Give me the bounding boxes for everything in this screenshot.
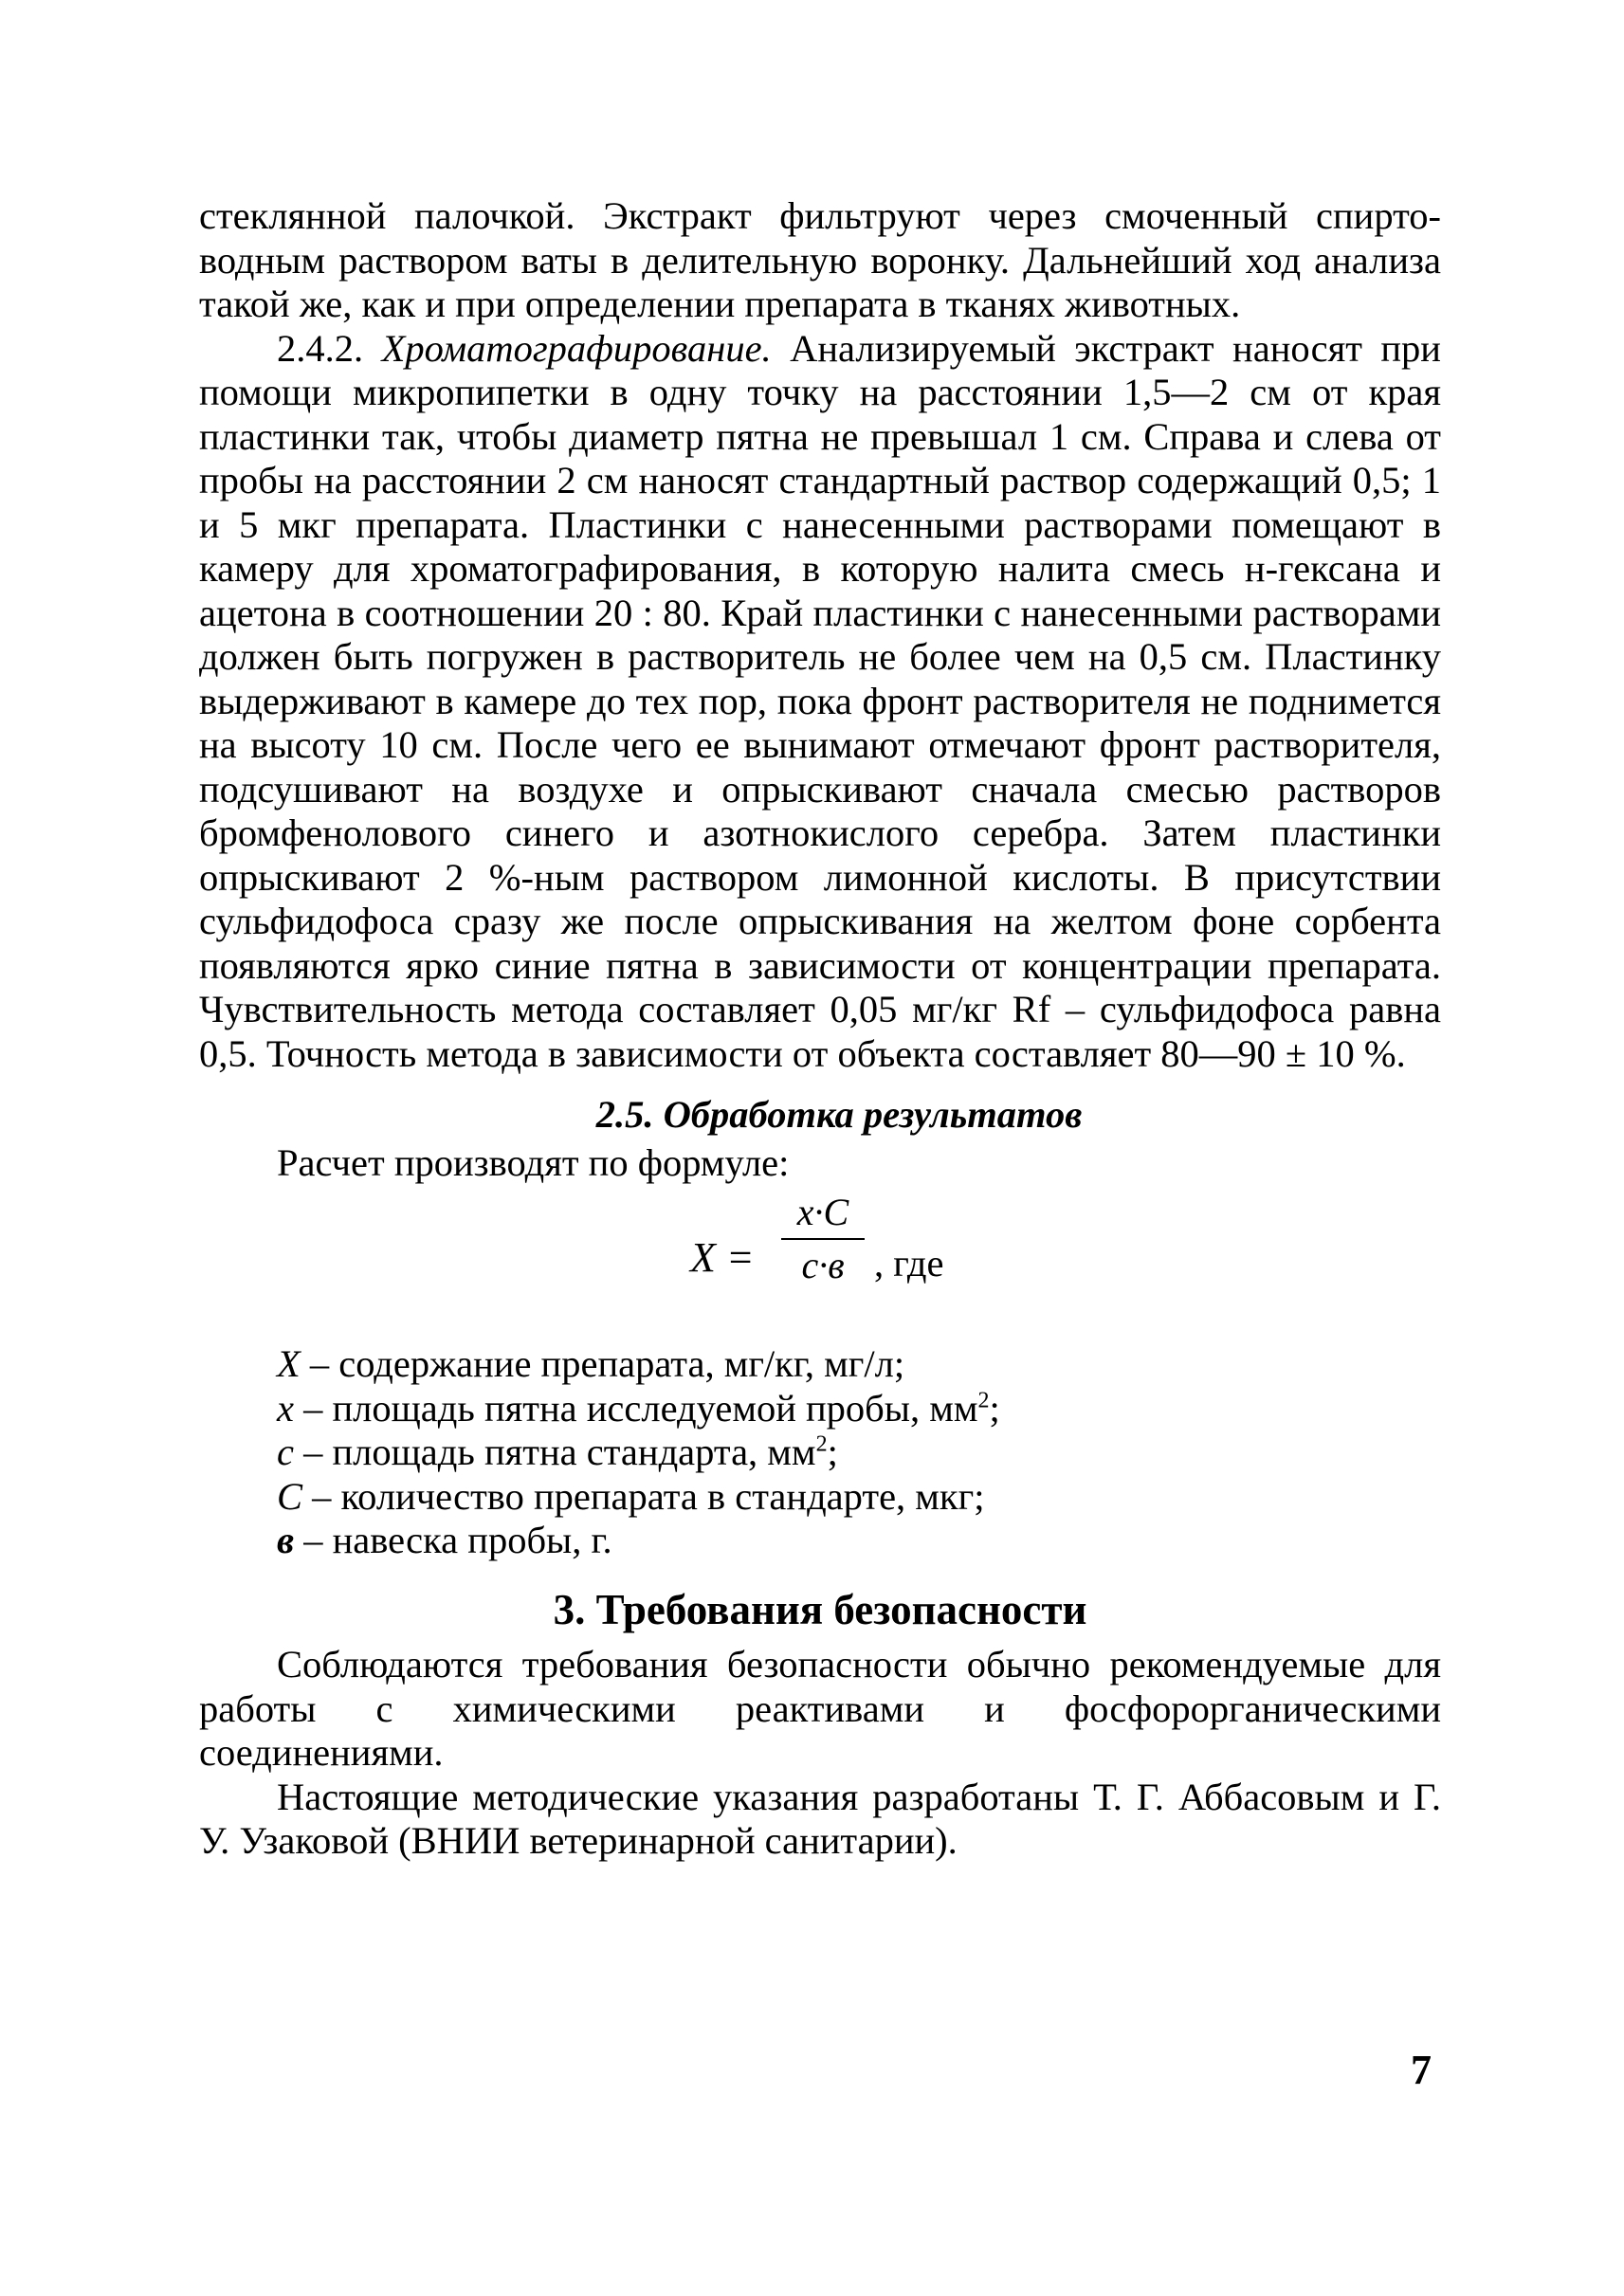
definition-text: – навеска пробы, г. <box>294 1519 612 1561</box>
safety-heading: 3. Требования безопасности <box>553 1585 1087 1633</box>
definition-c <box>199 1430 1441 1475</box>
definition-text: – количество препарата в стандарте, мкг; <box>302 1474 985 1518</box>
definition-symbol: c <box>277 1430 294 1473</box>
definition-C <box>199 1475 1441 1520</box>
definition-X <box>199 1342 1441 1387</box>
definition-symbol: C <box>277 1474 303 1518</box>
paragraph-continuation: стеклянной палочкой. Экстракт фильтруют через смоченный спиртоводным раствором ваты в делительную воронку. Дальнейший ход анализа такой же, как и при определении препарата в тканях животных. <box>199 194 1441 325</box>
formula <box>199 1187 1441 1339</box>
page-number: 7 <box>1411 2047 1432 2093</box>
definition-v <box>199 1519 1441 1563</box>
formula-denominator: c·в <box>801 1244 845 1286</box>
chromatography-number: 2.4.2. <box>277 326 364 370</box>
definition-text: – площадь пятна стандарта, мм <box>293 1430 816 1473</box>
definition-text: – содержание препарата, мг/кг, мг/л; <box>300 1342 905 1385</box>
safety-paragraph-2: Настоящие методические указания разработаны Т. Г. Аббасовым и Г. У. Узаковой (ВНИИ ветеринарной санитарии). <box>199 1775 1441 1862</box>
definition-sup: 2 <box>977 1388 990 1412</box>
formula-numerator: x·C <box>796 1191 849 1233</box>
definition-x <box>199 1387 1441 1431</box>
formula-intro: Расчет производят по формуле: <box>277 1140 790 1184</box>
definition-after: ; <box>827 1430 838 1473</box>
results-heading: 2.5. Обработка результатов <box>595 1093 1083 1136</box>
definition-symbol: в <box>277 1519 295 1561</box>
formula-lhs: X = <box>690 1234 755 1281</box>
paragraph-chromatography <box>199 327 1441 1077</box>
definition-sup: 2 <box>815 1431 828 1457</box>
definition-symbol: X <box>277 1342 301 1385</box>
formula-tail: , где <box>874 1242 944 1285</box>
chromatography-text: Анализируемый экстракт наносят при помощи микропипетки в одну точку на расстоянии 1,5—2 см от края пластинки так, чтобы диаметр пятна не превышал 1 см. Справа и слева от пробы на расстоянии 2 см наносят стандартный раствор содержащий 0,5; 1 и 5 мкг препарата. Пластинки с нанесенными растворами помещают в камеру для хроматографирования, в которую налита смесь н-гексана и ацетона в соотношении 20 : 80. Край пластинки с нанесенными растворами должен быть погружен в растворитель не более чем на 0,5 см. Пластинку выдерживают в камере до тех пор, пока фронт растворителя не поднимется на высоту 10 см. После чего ее вынимают отмечают фронт растворителя, подсушивают на воздухе и опрыскивают сначала смесью растворов бромфенолового синего и азотнокислого серебра. Затем пластинки опрыскивают 2 %-ным раствором лимонной кислоты. В присутствии сульфидофоса сразу же после опрыскивания на желтом фоне сорбента появляются ярко синие пятна в зависимости от концентрации препарата. Чувствительность метода составляет 0,05 мг/кг Rf – сульфидофоса равна 0,5. Точность метода в зависимости от объекта составляет 80—90 ± 10 %. <box>199 326 1441 1075</box>
definition-text: – площадь пятна исследуемой пробы, мм <box>293 1386 978 1430</box>
page-body <box>199 194 1441 1864</box>
chromatography-title: Хроматографирование. <box>381 326 772 370</box>
definition-after: ; <box>989 1386 1000 1430</box>
safety-paragraph-1: Соблюдаются требования безопасности обычно рекомендуемые для работы с химическими реактивами и фосфорорганическими соединениями. <box>199 1643 1441 1774</box>
formula-fraction <box>779 1191 867 1291</box>
definition-symbol: x <box>277 1386 294 1430</box>
